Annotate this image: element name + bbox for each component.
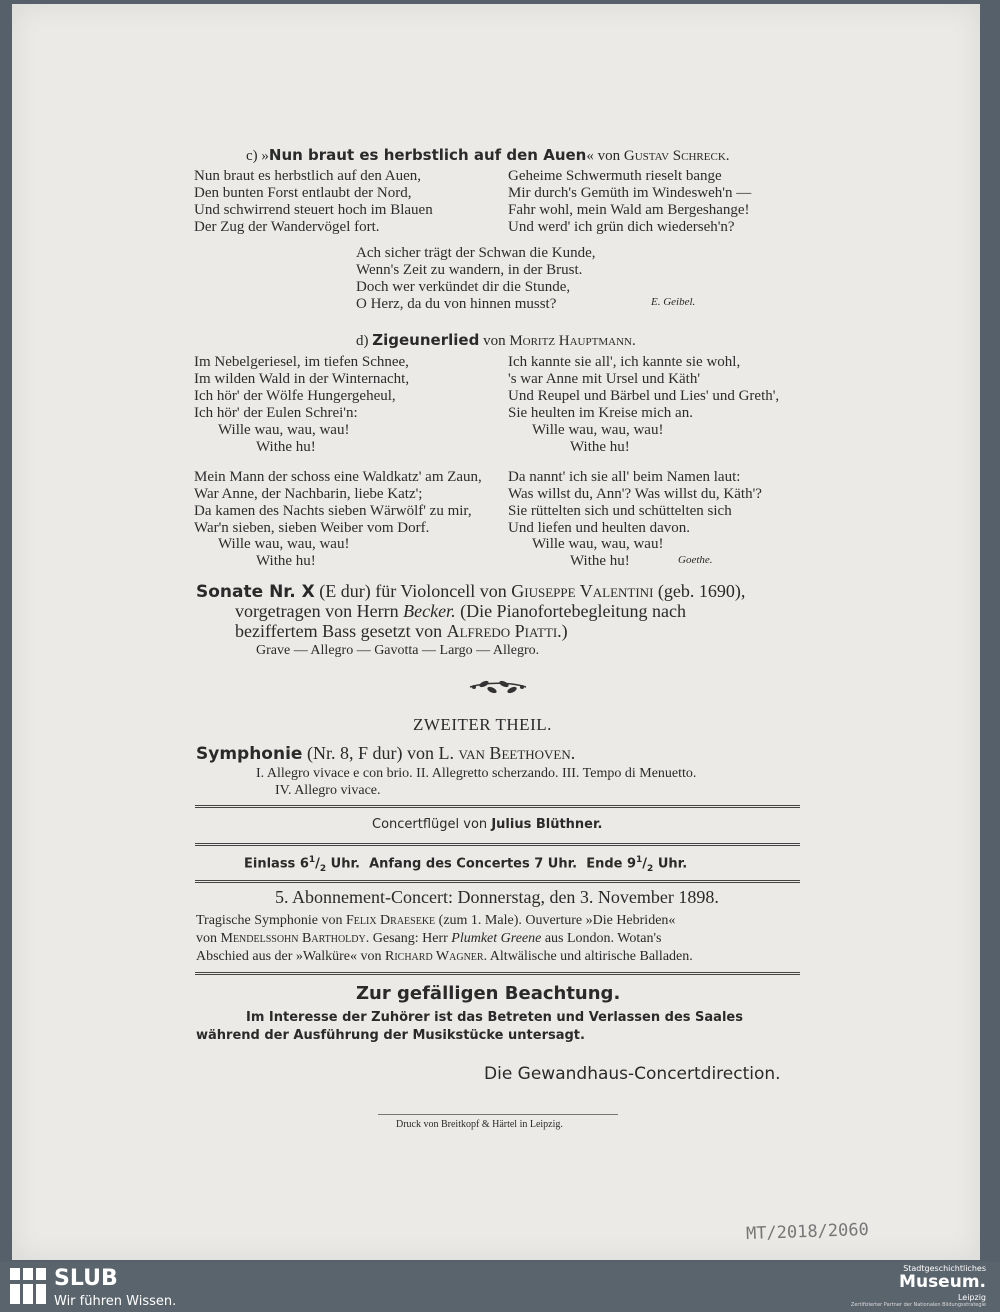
poem-column-2 (508, 354, 779, 422)
poem-line: Mir durch's Gemüth im Windesweh'n — (508, 185, 752, 201)
section-c-heading: c) »Nun braut es herbstlich auf den Auen« von Gustav Schreck. (246, 146, 730, 164)
poem-line: Withe hu! (570, 439, 630, 455)
museum-note: Zertifizierter Partner der Nationalen Bildungsstrategie (850, 1302, 986, 1308)
piano-note: Concertflügel von Julius Blüthner. (372, 817, 603, 832)
refrain (532, 422, 663, 456)
sonate-line-3: beziffertem Bass gesetzt von Alfredo Piatti.) (235, 621, 568, 641)
next-concert-line-2: von Mendelssohn Bartholdy. Gesang: Herr Plumket Greene aus London. Wotan's (196, 931, 662, 946)
poem-line: War Anne, der Nachbarin, liebe Katz'; (194, 486, 423, 502)
next-concert-line-3: Abschied aus der »Walküre« von Richard Wagner. Altwälische und altirische Balladen. (196, 949, 693, 964)
slub-tagline: Wir führen Wissen. (54, 1294, 177, 1309)
arranger-name: Alfredo Piatti.) (446, 621, 568, 641)
poem-line: Ich hör' der Eulen Schrei'n: (194, 405, 358, 421)
poem-line: War'n sieben, sieben Weiber vom Dorf. (194, 520, 430, 536)
next-concert-heading: 5. Abonnement-Concert: Donnerstag, den 3. November 1898. (275, 887, 719, 907)
divider (195, 972, 800, 975)
poem-line: Was willst du, Ann'? Was willst du, Käth'? (508, 486, 762, 502)
poem-line: Und schwirrend steuert hoch im Blauen (194, 202, 433, 218)
poem-line: Wille wau, wau, wau! (218, 422, 350, 438)
symphony-line: Symphonie (Nr. 8, F dur) von L. van Beethoven. (196, 743, 576, 764)
poem-line: Withe hu! (256, 553, 316, 569)
poem-line: Fahr wohl, mein Wald am Bergeshange! (508, 202, 750, 218)
composer-name: Giuseppe Valentini (511, 581, 654, 601)
composer-name: Gustav Schreck. (623, 148, 730, 164)
poem-line: Sie heulten im Kreise mich an. (508, 405, 693, 421)
next-concert-line-1: Tragische Symphonie von Felix Draeseke (zum 1. Male). Ouverture »Die Hebriden« (196, 913, 676, 928)
poem-line: Und Reupel und Bärbel und Lies' und Greth', (508, 388, 780, 404)
signature: Die Gewandhaus-Concertdirection. (484, 1064, 781, 1084)
notice-heading: Zur gefälligen Beachtung. (356, 983, 621, 1004)
sonate-line-1: Sonate Nr. X (E dur) für Violoncell von Giuseppe Valentini (geb. 1690), (196, 581, 746, 602)
poem-column-1 (194, 168, 433, 236)
divider (195, 805, 800, 808)
section-d-heading: d) Zigeunerlied von Moritz Hauptmann. (356, 331, 636, 349)
slub-logo-icon (8, 1266, 48, 1306)
movement-list: Grave — Allegro — Gavotta — Largo — Allegro. (256, 643, 540, 658)
divider (378, 1114, 618, 1115)
poem-column-2 (508, 168, 751, 236)
poem-line: 's war Anne mit Ursel und Käth' (508, 371, 701, 387)
poem-column-2 (508, 469, 762, 537)
piano-maker: Julius Blüthner. (491, 817, 603, 832)
poem-column-1 (194, 354, 409, 422)
slub-name: SLUB (54, 1266, 118, 1291)
poem-line: Withe hu! (256, 439, 316, 455)
poem-line: Ach sicher trägt der Schwan die Kunde, (356, 245, 596, 261)
poem-line: Der Zug der Wandervögel fort. (194, 219, 380, 235)
notice-line-2: während der Ausführung der Musikstücke untersagt. (196, 1028, 585, 1043)
poem-stanza-3 (356, 245, 596, 313)
poet-name: E. Geibel. (651, 296, 696, 308)
poem-column-1 (194, 469, 482, 537)
sonate-line-2: vorgetragen von Herrn Becker. (Die Pianofortebegleitung nach (235, 601, 687, 621)
poem-line: Mein Mann der schoss eine Waldkatz' am Zaun, (194, 469, 482, 485)
divider (195, 880, 800, 883)
poem-line: Da kamen des Nachts sieben Wärwölf' zu mir, (194, 503, 472, 519)
part-heading: ZWEITER THEIL. (413, 715, 552, 734)
performer-name: Becker. (403, 601, 456, 621)
movement-list: I. Allegro vivace e con brio. II. Allegretto scherzando. III. Tempo di Menuetto. (256, 766, 697, 781)
poem-line: Geheime Schwermuth rieselt bange (508, 168, 722, 184)
poem-line: Withe hu! (570, 553, 630, 569)
printer-imprint: Druck von Breitkopf & Härtel in Leipzig. (396, 1119, 563, 1130)
poem-line: Wille wau, wau, wau! (532, 536, 664, 552)
poem-line: Wille wau, wau, wau! (218, 536, 350, 552)
song-title: Nun braut es herbstlich auf den Auen (268, 146, 587, 164)
poet-name: Goethe. (678, 554, 713, 566)
divider (195, 843, 800, 846)
poem-line: Und liefen und heulten davon. (508, 520, 691, 536)
poem-line: Nun braut es herbstlich auf den Auen, (194, 168, 422, 184)
poem-line: Im wilden Wald in der Winternacht, (194, 371, 410, 387)
movement-list: IV. Allegro vivace. (275, 783, 381, 798)
poem-line: Wenn's Zeit zu wandern, in der Brust. (356, 262, 583, 278)
poem-line: Und werd' ich grün dich wiederseh'n? (508, 219, 735, 235)
composer-name: Moritz Hauptmann. (509, 333, 636, 349)
laurel-ornament-icon (466, 678, 530, 696)
museum-name: Museum. (899, 1272, 986, 1292)
poem-line: Ich kannte sie all', ich kannte sie wohl, (508, 354, 741, 370)
poem-line: O Herz, da du von hinnen musst? (356, 296, 557, 312)
museum-city: Leipzig (957, 1293, 986, 1302)
composer-name: L. van Beethoven. (438, 743, 576, 763)
poem-line: Da nannt' ich sie all' beim Namen laut: (508, 469, 741, 485)
poem-line: Wille wau, wau, wau! (532, 422, 664, 438)
poem-line: Sie rüttelten sich und schüttelten sich (508, 503, 732, 519)
song-title: Zigeunerlied (372, 331, 480, 349)
concert-times: Einlass $6^1/_2$ Uhr. Anfang des Concertes 7 Uhr. Ende $9^1/_2$ Uhr. (244, 855, 688, 874)
poem-line: Im Nebelgeriesel, im tiefen Schnee, (194, 354, 409, 370)
notice-line-1: Im Interesse der Zuhörer ist das Betreten und Verlassen des Saales (246, 1010, 743, 1025)
work-title: Sonate Nr. X (196, 582, 315, 602)
poem-line: Den bunten Forst entlaubt der Nord, (194, 185, 412, 201)
poem-line: Doch wer verkündet dir die Stunde, (356, 279, 571, 295)
work-title: Symphonie (196, 744, 303, 764)
refrain (532, 536, 663, 570)
refrain (218, 536, 349, 570)
poem-line: Ich hör' der Wölfe Hungergeheul, (194, 388, 396, 404)
refrain (218, 422, 349, 456)
inventory-mark: MT/2018/2060 (745, 1219, 870, 1245)
museum-label: Stadtgeschichtliches (903, 1264, 986, 1273)
